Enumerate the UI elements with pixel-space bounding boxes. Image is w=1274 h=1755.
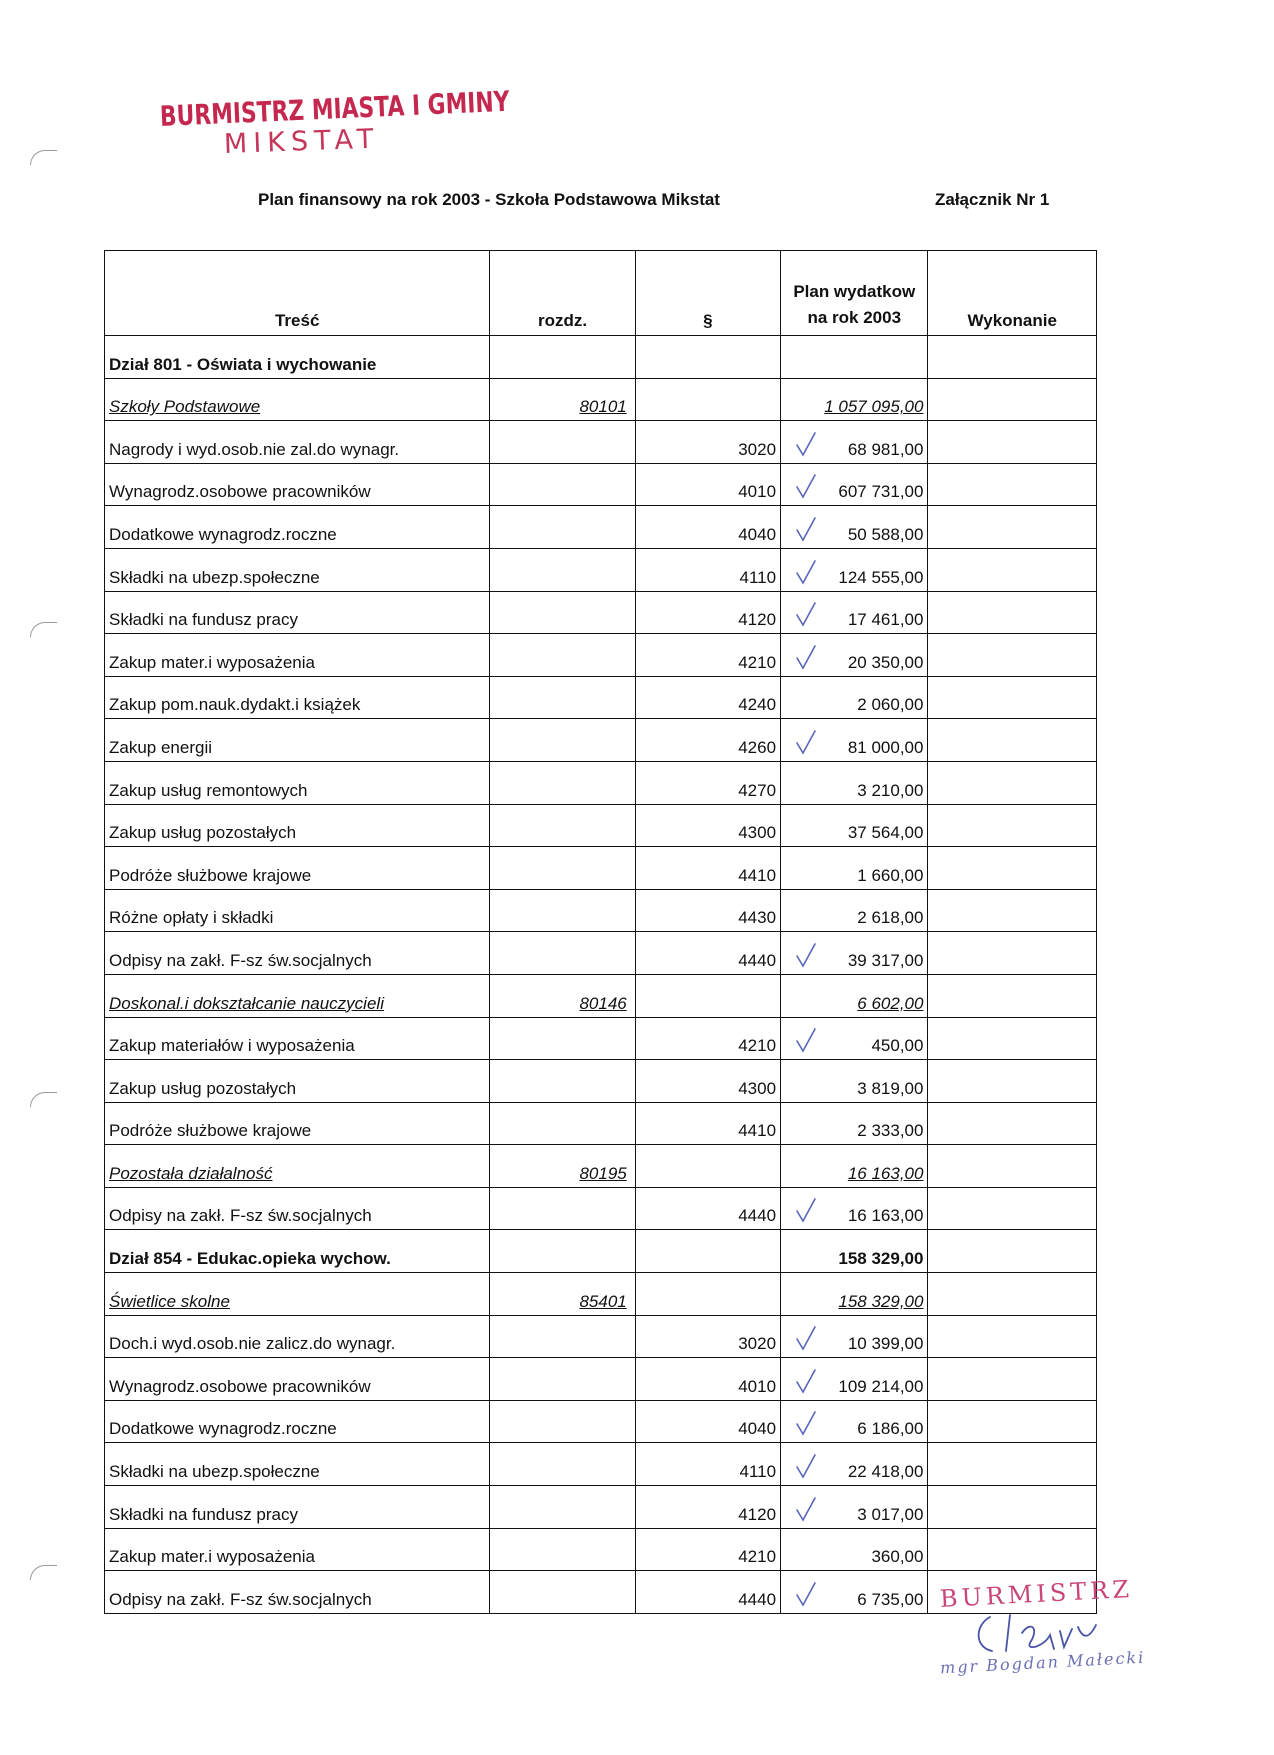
cell-rozdz <box>490 1060 635 1103</box>
cell-paragraph: 4210 <box>635 1017 780 1060</box>
cell-plan <box>781 378 928 421</box>
cell-tresc: Zakup usług pozostałych <box>105 1060 490 1103</box>
table-row <box>105 463 1097 506</box>
table-row <box>105 1273 1097 1316</box>
punch-hole-mark <box>30 150 57 165</box>
cell-tresc <box>105 1145 490 1188</box>
cell-wykonanie <box>928 1315 1097 1358</box>
cell-paragraph: 4300 <box>635 1060 780 1103</box>
checkmark-icon <box>791 429 821 459</box>
cell-paragraph <box>635 336 780 379</box>
cell-rozdz <box>490 1145 635 1188</box>
cell-rozdz <box>490 421 635 464</box>
cell-paragraph: 4440 <box>635 1571 780 1614</box>
table-row <box>105 1145 1097 1188</box>
cell-tresc: Wynagrodz.osobowe pracowników <box>105 1358 490 1401</box>
table-row <box>105 847 1097 890</box>
cell-plan <box>781 1060 928 1103</box>
cell-tresc: Zakup materiałów i wyposażenia <box>105 1017 490 1060</box>
cell-paragraph: 4410 <box>635 1102 780 1145</box>
cell-rozdz <box>490 1400 635 1443</box>
cell-plan-value: 2 060,00 <box>857 695 924 715</box>
cell-rozdz <box>490 932 635 975</box>
cell-tresc: Zakup mater.i wyposażenia <box>105 1528 490 1571</box>
cell-wykonanie <box>928 378 1097 421</box>
table-row <box>105 336 1097 379</box>
cell-wykonanie <box>928 1443 1097 1486</box>
cell-rozdz <box>490 634 635 677</box>
cell-plan <box>781 1571 928 1614</box>
cell-plan <box>781 1017 928 1060</box>
table-row <box>105 761 1097 804</box>
cell-rozdz <box>490 1358 635 1401</box>
cell-wykonanie <box>928 1145 1097 1188</box>
cell-paragraph: 4110 <box>635 1443 780 1486</box>
cell-wykonanie <box>928 463 1097 506</box>
cell-plan-value: 2 618,00 <box>857 908 924 928</box>
table-row <box>105 1230 1097 1273</box>
cell-plan-value: 17 461,00 <box>847 610 924 630</box>
table-row <box>105 1315 1097 1358</box>
cell-paragraph <box>635 974 780 1017</box>
cell-plan <box>781 932 928 975</box>
cell-plan-value: 109 214,00 <box>838 1376 924 1396</box>
checkmark-icon <box>791 599 821 629</box>
table-row <box>105 932 1097 975</box>
cell-rozdz-text: 80101 <box>579 397 627 417</box>
cell-rozdz <box>490 761 635 804</box>
cell-plan <box>781 719 928 762</box>
cell-wykonanie <box>928 889 1097 932</box>
cell-tresc: Odpisy na zakł. F-sz św.socjalnych <box>105 932 490 975</box>
cell-tresc: Różne opłaty i składki <box>105 889 490 932</box>
table-row <box>105 421 1097 464</box>
cell-tresc <box>105 1273 490 1316</box>
cell-plan-value: 1 057 095,00 <box>824 397 924 417</box>
cell-wykonanie <box>928 634 1097 677</box>
cell-paragraph: 3020 <box>635 1315 780 1358</box>
cell-plan <box>781 1528 928 1571</box>
cell-plan-value: 6 602,00 <box>857 993 924 1013</box>
cell-paragraph: 4110 <box>635 548 780 591</box>
cell-rozdz <box>490 1017 635 1060</box>
checkmark-icon <box>791 1366 821 1396</box>
cell-plan-value: 22 418,00 <box>847 1462 924 1482</box>
table-row <box>105 719 1097 762</box>
cell-wykonanie <box>928 1102 1097 1145</box>
cell-rozdz <box>490 1315 635 1358</box>
cell-plan <box>781 676 928 719</box>
cell-plan <box>781 761 928 804</box>
cell-rozdz-text: 80146 <box>579 993 627 1013</box>
mayor-stamp <box>159 84 511 160</box>
checkmark-icon <box>791 1579 821 1609</box>
cell-tresc: Składki na fundusz pracy <box>105 1486 490 1529</box>
cell-tresc: Składki na ubezp.społeczne <box>105 548 490 591</box>
cell-paragraph <box>635 1145 780 1188</box>
checkmark-icon <box>791 1195 821 1225</box>
cell-paragraph: 4040 <box>635 506 780 549</box>
cell-plan <box>781 1273 928 1316</box>
cell-plan <box>781 1400 928 1443</box>
cell-tresc-text: Świetlice skolne <box>109 1291 230 1311</box>
cell-paragraph: 4120 <box>635 591 780 634</box>
checkmark-icon <box>791 1408 821 1438</box>
cell-wykonanie <box>928 1230 1097 1273</box>
cell-tresc: Odpisy na zakł. F-sz św.socjalnych <box>105 1187 490 1230</box>
table-row <box>105 1017 1097 1060</box>
cell-plan-value: 3 017,00 <box>857 1504 924 1524</box>
cell-plan-value: 16 163,00 <box>847 1163 924 1183</box>
cell-rozdz <box>490 1443 635 1486</box>
cell-plan <box>781 974 928 1017</box>
column-header-plan-line-2: na rok 2003 <box>807 308 902 327</box>
cell-paragraph: 4120 <box>635 1486 780 1529</box>
cell-tresc: Składki na ubezp.społeczne <box>105 1443 490 1486</box>
cell-paragraph: 4300 <box>635 804 780 847</box>
cell-paragraph: 4440 <box>635 932 780 975</box>
column-header-paragraph: § <box>635 251 780 336</box>
cell-rozdz <box>490 463 635 506</box>
cell-wykonanie <box>928 506 1097 549</box>
cell-plan <box>781 1230 928 1273</box>
table-row <box>105 676 1097 719</box>
cell-plan <box>781 1187 928 1230</box>
cell-wykonanie <box>928 1358 1097 1401</box>
table-row <box>105 974 1097 1017</box>
table-row <box>105 1528 1097 1571</box>
cell-wykonanie <box>928 1017 1097 1060</box>
cell-tresc-text: Doskonal.i dokształcanie nauczycieli <box>109 993 384 1013</box>
cell-tresc: Dział 854 - Edukac.opieka wychow. <box>105 1230 490 1273</box>
cell-paragraph <box>635 1273 780 1316</box>
cell-rozdz-text: 85401 <box>579 1291 627 1311</box>
annex-label: Załącznik Nr 1 <box>935 190 1050 209</box>
stamp-line-2: MIKSTAT <box>223 123 380 160</box>
table-row <box>105 1187 1097 1230</box>
cell-wykonanie <box>928 421 1097 464</box>
column-header-plan-line-1: Plan wydatkow <box>793 282 916 301</box>
cell-paragraph <box>635 378 780 421</box>
cell-plan-value: 6 735,00 <box>857 1589 924 1609</box>
cell-rozdz <box>490 548 635 591</box>
cell-rozdz <box>490 336 635 379</box>
table-row <box>105 804 1097 847</box>
checkmark-icon <box>791 727 821 757</box>
table-row <box>105 1400 1097 1443</box>
cell-plan-value: 158 329,00 <box>838 1291 924 1311</box>
checkmark-icon <box>791 1451 821 1481</box>
cell-tresc: Podróże służbowe krajowe <box>105 847 490 890</box>
table-row <box>105 548 1097 591</box>
cell-plan-value: 158 329,00 <box>838 1249 924 1269</box>
signature-stamp-title: BURMISTRZ <box>939 1574 1134 1613</box>
stamp-line-1: BURMISTRZ MIASTA I GMINY <box>159 84 511 133</box>
table-row <box>105 1358 1097 1401</box>
cell-paragraph: 4210 <box>635 1528 780 1571</box>
cell-wykonanie <box>928 676 1097 719</box>
cell-rozdz <box>490 591 635 634</box>
cell-plan-value: 20 350,00 <box>847 652 924 672</box>
cell-tresc: Doch.i wyd.osob.nie zalicz.do wynagr. <box>105 1315 490 1358</box>
checkmark-icon <box>791 1323 821 1353</box>
cell-rozdz <box>490 974 635 1017</box>
cell-plan <box>781 634 928 677</box>
cell-rozdz <box>490 506 635 549</box>
cell-rozdz <box>490 1102 635 1145</box>
cell-tresc: Wynagrodz.osobowe pracowników <box>105 463 490 506</box>
cell-rozdz <box>490 804 635 847</box>
cell-plan-value: 10 399,00 <box>847 1334 924 1354</box>
cell-rozdz <box>490 889 635 932</box>
cell-plan-value: 124 555,00 <box>838 567 924 587</box>
table-row <box>105 634 1097 677</box>
cell-plan-value: 450,00 <box>871 1036 924 1056</box>
checkmark-icon <box>791 940 821 970</box>
cell-rozdz <box>490 1273 635 1316</box>
cell-plan <box>781 1102 928 1145</box>
cell-plan <box>781 421 928 464</box>
cell-paragraph <box>635 1230 780 1273</box>
cell-paragraph: 4210 <box>635 634 780 677</box>
cell-wykonanie <box>928 1486 1097 1529</box>
cell-plan-value: 2 333,00 <box>857 1121 924 1141</box>
punch-hole-mark <box>30 1092 57 1107</box>
cell-tresc: Zakup pom.nauk.dydakt.i książek <box>105 676 490 719</box>
cell-rozdz <box>490 1571 635 1614</box>
document-title: Plan finansowy na rok 2003 - Szkoła Podstawowa Mikstat <box>258 190 720 209</box>
cell-plan <box>781 1443 928 1486</box>
cell-paragraph: 4240 <box>635 676 780 719</box>
checkmark-icon <box>791 1025 821 1055</box>
cell-plan <box>781 889 928 932</box>
cell-tresc: Składki na fundusz pracy <box>105 591 490 634</box>
cell-plan <box>781 804 928 847</box>
cell-tresc: Dodatkowe wynagrodz.roczne <box>105 1400 490 1443</box>
cell-rozdz <box>490 1187 635 1230</box>
table-row <box>105 591 1097 634</box>
cell-plan-value: 607 731,00 <box>838 482 924 502</box>
checkmark-icon <box>791 1494 821 1524</box>
cell-plan-value: 1 660,00 <box>857 865 924 885</box>
cell-rozdz <box>490 1230 635 1273</box>
table-row <box>105 1486 1097 1529</box>
column-header-wykonanie: Wykonanie <box>928 251 1097 336</box>
cell-paragraph: 4010 <box>635 463 780 506</box>
cell-wykonanie <box>928 719 1097 762</box>
cell-tresc: Podróże służbowe krajowe <box>105 1102 490 1145</box>
cell-tresc: Nagrody i wyd.osob.nie zal.do wynagr. <box>105 421 490 464</box>
cell-wykonanie <box>928 974 1097 1017</box>
table-row <box>105 506 1097 549</box>
cell-plan-value: 3 210,00 <box>857 780 924 800</box>
cell-tresc: Odpisy na zakł. F-sz św.socjalnych <box>105 1571 490 1614</box>
mayor-signature-stamp <box>939 1574 1180 1705</box>
cell-tresc <box>105 974 490 1017</box>
table-header-row <box>105 251 1097 336</box>
cell-wykonanie <box>928 847 1097 890</box>
cell-plan <box>781 336 928 379</box>
cell-plan-value: 6 186,00 <box>857 1419 924 1439</box>
cell-paragraph: 4260 <box>635 719 780 762</box>
cell-rozdz <box>490 378 635 421</box>
table-row <box>105 889 1097 932</box>
cell-rozdz <box>490 719 635 762</box>
punch-hole-mark <box>30 1565 57 1580</box>
cell-wykonanie <box>928 932 1097 975</box>
cell-wykonanie <box>928 336 1097 379</box>
cell-plan <box>781 463 928 506</box>
cell-plan-value: 3 819,00 <box>857 1078 924 1098</box>
punch-hole-mark <box>30 622 57 637</box>
column-header-plan <box>781 251 928 336</box>
column-header-rozdz: rozdz. <box>490 251 635 336</box>
cell-plan-value: 360,00 <box>871 1547 924 1567</box>
cell-paragraph: 4010 <box>635 1358 780 1401</box>
cell-paragraph: 3020 <box>635 421 780 464</box>
cell-rozdz <box>490 847 635 890</box>
cell-wykonanie <box>928 1528 1097 1571</box>
cell-plan <box>781 1486 928 1529</box>
signature-name: mgr Bogdan Małecki <box>939 1647 1146 1678</box>
cell-paragraph: 4430 <box>635 889 780 932</box>
cell-wykonanie <box>928 1273 1097 1316</box>
cell-plan-value: 68 981,00 <box>847 439 924 459</box>
cell-plan-value: 39 317,00 <box>847 950 924 970</box>
cell-tresc-text: Szkoły Podstawowe <box>109 397 261 417</box>
cell-plan <box>781 506 928 549</box>
cell-plan <box>781 548 928 591</box>
cell-wykonanie <box>928 1060 1097 1103</box>
checkmark-icon <box>791 471 821 501</box>
table-row <box>105 1443 1097 1486</box>
cell-rozdz <box>490 1528 635 1571</box>
cell-tresc: Dział 801 - Oświata i wychowanie <box>105 336 490 379</box>
checkmark-icon <box>791 642 821 672</box>
cell-plan <box>781 847 928 890</box>
cell-rozdz <box>490 676 635 719</box>
cell-paragraph: 4040 <box>635 1400 780 1443</box>
cell-wykonanie <box>928 1187 1097 1230</box>
cell-paragraph: 4440 <box>635 1187 780 1230</box>
cell-wykonanie <box>928 591 1097 634</box>
cell-tresc: Zakup usług pozostałych <box>105 804 490 847</box>
cell-wykonanie <box>928 804 1097 847</box>
cell-tresc <box>105 378 490 421</box>
cell-wykonanie <box>928 761 1097 804</box>
table-row <box>105 1102 1097 1145</box>
cell-plan-value: 81 000,00 <box>847 737 924 757</box>
cell-wykonanie <box>928 548 1097 591</box>
cell-plan-value: 37 564,00 <box>847 823 924 843</box>
cell-tresc: Zakup energii <box>105 719 490 762</box>
cell-wykonanie <box>928 1400 1097 1443</box>
cell-paragraph: 4410 <box>635 847 780 890</box>
cell-plan <box>781 591 928 634</box>
cell-rozdz <box>490 1486 635 1529</box>
cell-tresc: Dodatkowe wynagrodz.roczne <box>105 506 490 549</box>
checkmark-icon <box>791 514 821 544</box>
cell-tresc: Zakup usług remontowych <box>105 761 490 804</box>
table-row <box>105 378 1097 421</box>
financial-plan-table <box>104 250 1097 1614</box>
cell-paragraph: 4270 <box>635 761 780 804</box>
cell-plan-value: 50 588,00 <box>847 524 924 544</box>
checkmark-icon <box>791 557 821 587</box>
table-row <box>105 1060 1097 1103</box>
cell-plan <box>781 1145 928 1188</box>
cell-plan <box>781 1358 928 1401</box>
cell-rozdz-text: 80195 <box>579 1163 627 1183</box>
cell-plan-value: 16 163,00 <box>847 1206 924 1226</box>
cell-plan <box>781 1315 928 1358</box>
cell-tresc-text: Pozostała działalność <box>109 1163 273 1183</box>
cell-tresc: Zakup mater.i wyposażenia <box>105 634 490 677</box>
column-header-tresc: Treść <box>105 251 490 336</box>
